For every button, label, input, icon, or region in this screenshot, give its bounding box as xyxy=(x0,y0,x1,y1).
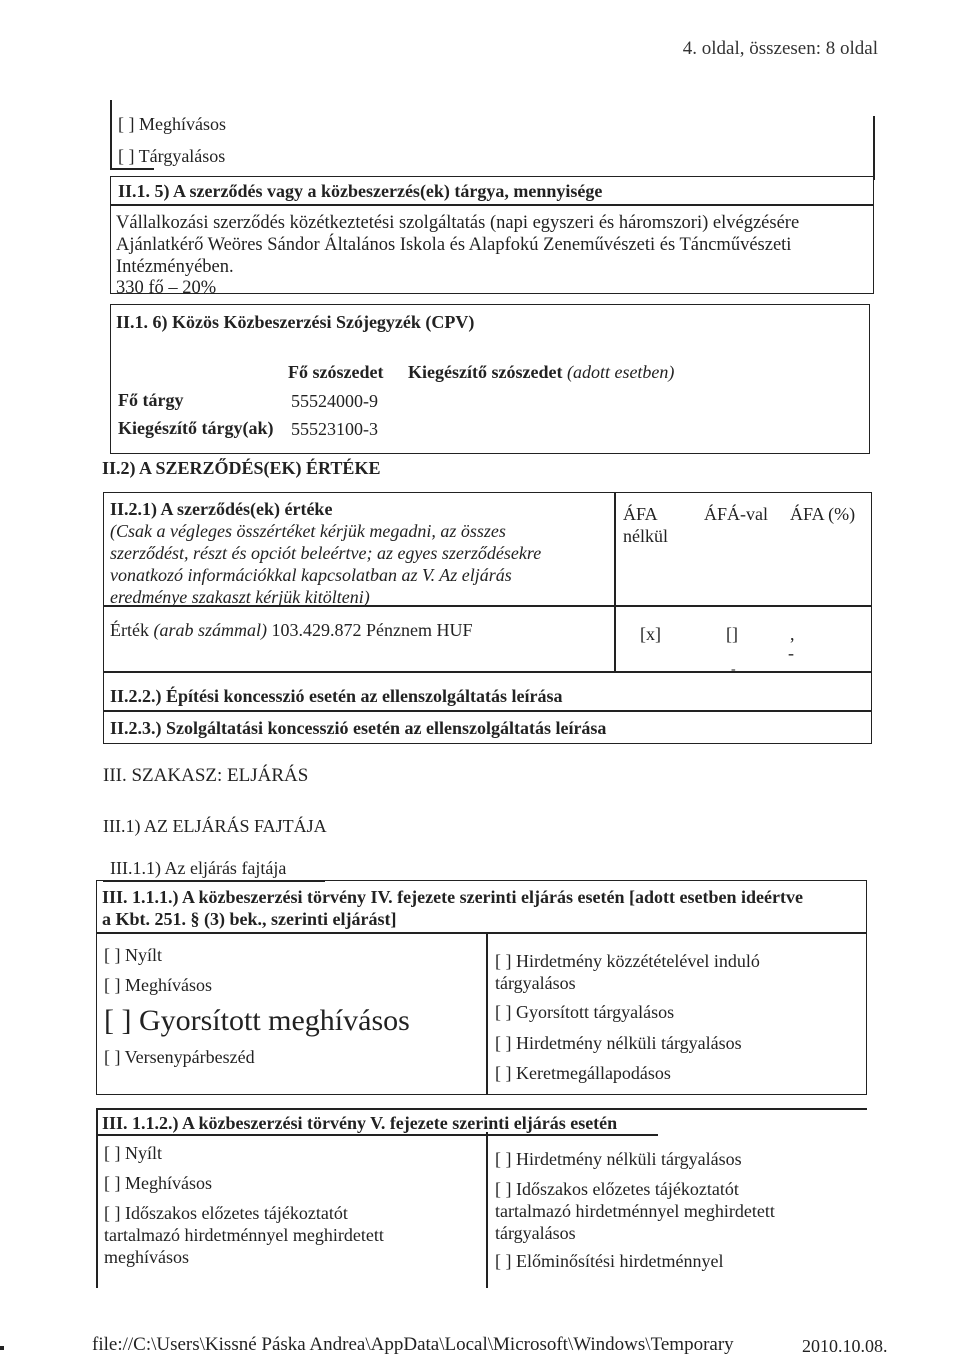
top-block-underline xyxy=(110,168,154,170)
ii15-description-line2: Ajánlatkérő Weöres Sándor Általános Iskola és Alapfokú Zeneművészeti és Táncművészeti xyxy=(116,235,792,255)
iii112-left-meghivasos: [ ] Meghívásos xyxy=(104,1173,212,1193)
col-afa-val: ÁFÁ-val xyxy=(704,504,768,524)
iii111-right-hirdetmeny-l2: tárgyalásos xyxy=(495,973,576,993)
iii111-left-meghivasos: [ ] Meghívásos xyxy=(104,975,212,995)
ii21-note-line3: vonatkozó információkkal kapcsolatban az V. Az eljárás xyxy=(110,565,512,585)
option-meghivasos: [ ] Meghívásos xyxy=(118,114,226,134)
checkbox-afa-nelkul: [x] xyxy=(640,624,661,644)
iii111-right-hirdetmeny-nelkuli: [ ] Hirdetmény nélküli tárgyalásos xyxy=(495,1033,742,1053)
col-afa-nelkul-l1: ÁFA xyxy=(623,504,658,524)
ii21-note-line4: eredménye szakaszt kérjük kitölteni) xyxy=(110,587,370,607)
iii111-left-nyilt: [ ] Nyílt xyxy=(104,945,162,965)
page-number: 4. oldal, összesen: 8 oldal xyxy=(682,38,878,59)
iii111-title-line1: III. 1.1.1.) A közbeszerzési törvény IV. fejezete szerinti eljárás esetén [adott esetben ideértve xyxy=(102,887,803,907)
iii111-right-keretmegallapodasos: [ ] Keretmegállapodásos xyxy=(495,1063,671,1083)
iii112-right-hirdetmeny-nelkuli: [ ] Hirdetmény nélküli tárgyalásos xyxy=(495,1149,742,1169)
iii112-column-divider xyxy=(486,1132,488,1288)
footer-date: 2010.10.08. xyxy=(802,1336,888,1356)
ii22-ii23-divider xyxy=(103,710,872,712)
ii21-note-line1: (Csak a végleges összértéket kérjük megadni, az összes xyxy=(110,521,506,541)
section-iii1-title: III.1) AZ ELJÁRÁS FAJTÁJA xyxy=(103,816,327,836)
section-ii2-title: II.2) A SZERZŐDÉS(EK) ÉRTÉKE xyxy=(102,458,381,478)
iii112-left-idoszakos-l2: tartalmazó hirdetménnyel meghirdetett xyxy=(104,1225,384,1245)
col-afa-percent: ÁFA (%) xyxy=(790,504,856,524)
ii21-note-line2: szerződést, részt és opciót beleértve; az egyes szerződésekre xyxy=(110,543,542,563)
cpv-main-subject-code: 55524000-9 xyxy=(291,391,378,411)
ii15-description-line3: Intézményében. xyxy=(116,257,234,277)
col-afa-nelkul-l2: nélkül xyxy=(623,526,668,546)
afa-percent-comma: , xyxy=(790,624,795,644)
afa-percent-dash: - xyxy=(788,643,794,663)
iii112-top-rule xyxy=(96,1108,867,1110)
iii111-title-rule xyxy=(96,932,867,934)
iii112-left-idoszakos-l1: [ ] Időszakos előzetes tájékoztatót xyxy=(104,1203,348,1223)
iii112-right-idoszakos-l2: tartalmazó hirdetménnyel meghirdetett xyxy=(495,1201,775,1221)
ii15-description-line1: Vállalkozási szerződés közétkeztetési szolgáltatás (napi egyszeri és háromszori) elvégzésére xyxy=(116,213,800,233)
footer-file-path: file://C:\Users\Kissné Páska Andrea\AppData\Local\Microsoft\Windows\Temporary xyxy=(92,1334,734,1355)
afa-val-dash: - xyxy=(731,662,736,677)
iii111-left-gyorsitott-meghivasos: [ ] Gyorsított meghívásos xyxy=(104,1004,410,1037)
iii112-title-underline xyxy=(96,1134,658,1136)
iii112-left-idoszakos-l3: meghívásos xyxy=(104,1247,189,1267)
cpv-extra-header: Kiegészítő szószedet (adott esetben) xyxy=(408,362,675,382)
cpv-main-header: Fő szószedet xyxy=(288,362,384,382)
iii112-right-elominositesi: [ ] Előminősítési hirdetménnyel xyxy=(495,1251,724,1271)
section-ii23-title: II.2.3.) Szolgáltatási koncesszió esetén az ellenszolgáltatás leírása xyxy=(110,718,607,738)
cpv-main-subject-label: Fő tárgy xyxy=(118,390,184,410)
iii112-right-idoszakos-l3: tárgyalásos xyxy=(495,1223,576,1243)
ii21-value-row: Érték (arab számmal) 103.429.872 Pénznem HUF xyxy=(110,620,473,640)
section-iii-title: III. SZAKASZ: ELJÁRÁS xyxy=(103,765,309,786)
section-ii15-title: II.1. 5) A szerződés vagy a közbeszerzés(ek) tárgya, mennyisége xyxy=(118,181,603,201)
top-block-border-left xyxy=(110,100,112,168)
ii15-quantity: 330 fő – 20% xyxy=(116,278,217,298)
option-targyalasos: [ ] Tárgyalásos xyxy=(118,146,226,166)
iii111-left-versenyparbeszed: [ ] Versenypárbeszéd xyxy=(104,1047,255,1067)
cpv-extra-subject-code: 55523100-3 xyxy=(291,419,378,439)
iii111-right-gyorsitott: [ ] Gyorsított tárgyalásos xyxy=(495,1002,675,1022)
cpv-extra-subject-label: Kiegészítő tárgy(ak) xyxy=(118,418,274,438)
section-ii16-title: II.1. 6) Közös Közbeszerzési Szójegyzék (CPV) xyxy=(116,312,475,332)
section-ii22-title: II.2.2.) Építési koncesszió esetén az ellenszolgáltatás leírása xyxy=(110,686,563,706)
ii21-title: II.2.1) A szerződés(ek) értéke xyxy=(110,499,333,519)
iii112-left-nyilt: [ ] Nyílt xyxy=(104,1143,162,1163)
iii111-title-line2: a Kbt. 251. § (3) bek., szerinti eljárást] xyxy=(102,909,397,929)
scan-mark xyxy=(0,1346,4,1350)
iii111-right-hirdetmeny-l1: [ ] Hirdetmény közzétételével induló xyxy=(495,951,760,971)
top-block-border-right xyxy=(873,116,875,180)
iii112-title: III. 1.1.2.) A közbeszerzési törvény V. fejezete szerinti eljárás esetén xyxy=(102,1113,618,1133)
iii111-column-divider xyxy=(486,932,488,1095)
section-ii15-title-rule xyxy=(110,204,874,206)
section-iii11-title: III.1.1) Az eljárás fajtája xyxy=(110,858,287,878)
checkbox-afa-val: [] xyxy=(726,624,738,644)
ii21-column-divider xyxy=(614,492,616,672)
iii112-right-idoszakos-l1: [ ] Időszakos előzetes tájékoztatót xyxy=(495,1179,739,1199)
